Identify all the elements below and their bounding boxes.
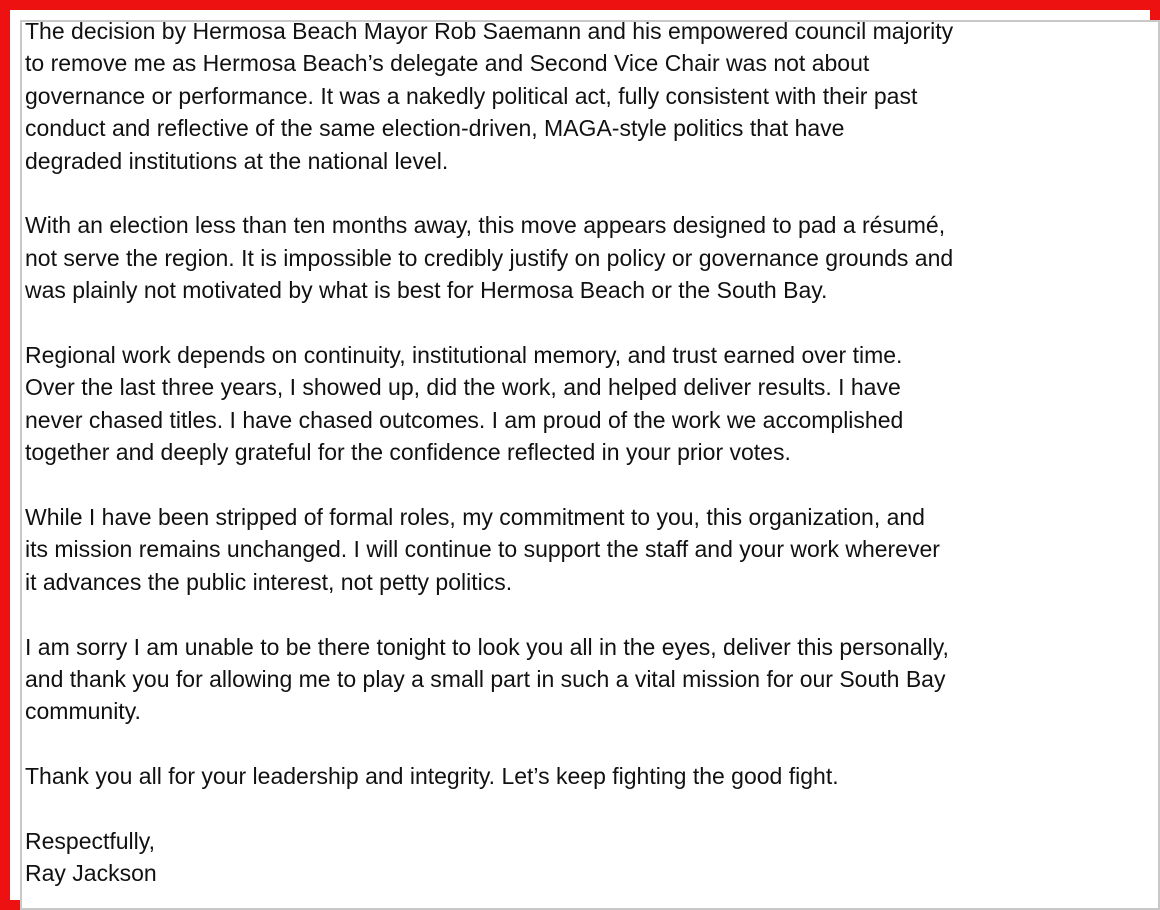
paragraph-2: With an election less than ten months away, this move appears designed to pad a résumé, not serve the region. It is impossible to credibly justify on policy or governance grounds and was plainly not motivated by what is best for Hermosa Beach or the South Bay. bbox=[25, 212, 954, 304]
closing: Respectfully, bbox=[25, 828, 155, 855]
paragraph-3: Regional work depends on continuity, institutional memory, and trust earned over time. Over the last three years, I showed up, did the work, and helped deliver results. I have never chased titles. I have chased outcomes. I am proud of the work we accomplished together and deeply grateful for the confidence reflected in your prior votes. bbox=[25, 342, 904, 466]
paragraph-6: Thank you all for your leadership and integrity. Let’s keep fighting the good fight. bbox=[25, 763, 839, 790]
paragraph-4: While I have been stripped of formal roles, my commitment to you, this organization, and its mission remains unchanged. I will continue to support the staff and your work wherever it advances the public interest, not petty politics. bbox=[25, 504, 940, 595]
paragraph-1: The decision by Hermosa Beach Mayor Rob Saemann and his empowered council majority to remove me as Hermosa Beach’s delegate and Second Vice Chair was not about governance or performance. It was a nakedly political act, fully consistent with their past conduct and reflective of the same election-driven, MAGA-style politics that have degraded institutions at the national level. bbox=[25, 18, 954, 174]
paragraph-5: I am sorry I am unable to be there tonight to look you all in the eyes, deliver this personally, and thank you for allowing me to play a small part in such a vital mission for our South Bay community. bbox=[25, 633, 949, 725]
letter-body bbox=[25, 15, 1115, 890]
signature: Ray Jackson bbox=[25, 860, 157, 887]
